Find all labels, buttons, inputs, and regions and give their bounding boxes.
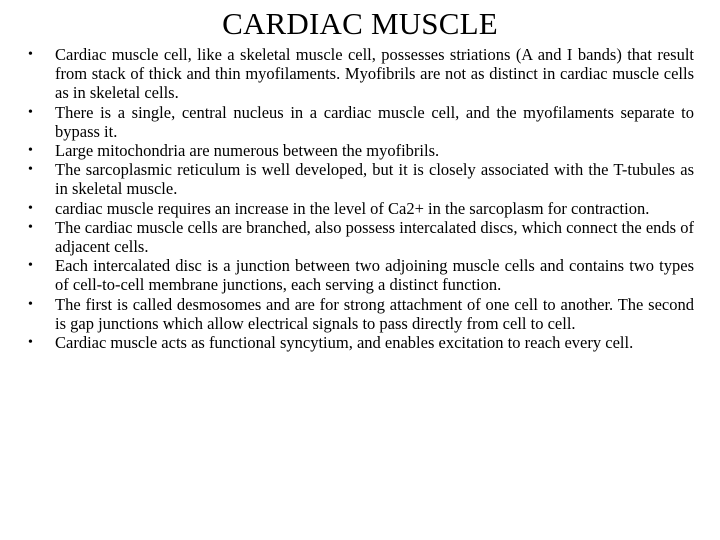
bullet-item <box>0 141 694 160</box>
bullet-list <box>0 45 720 352</box>
bullet-text: There is a single, central nucleus in a cardiac muscle cell, and the myofilaments separate to bypass it. <box>55 102 694 141</box>
bullet-text: cardiac muscle requires an increase in the level of Ca2+ in the sarcoplasm for contraction. <box>55 198 650 218</box>
bullet-dot-icon: • <box>28 258 33 274</box>
bullet-text: The sarcoplasmic reticulum is well developed, but it is closely associated with the T-tubules as in skeletal muscle. <box>55 160 694 199</box>
bullet-text: Large mitochondria are numerous between the myofibrils. <box>55 141 440 161</box>
bullet-text: Cardiac muscle acts as functional syncytium, and enables excitation to reach every cell. <box>55 333 634 353</box>
bullet-dot-icon: • <box>28 47 33 62</box>
bullet-item <box>0 295 694 333</box>
bullet-dot-icon: • <box>28 143 33 159</box>
bullet-item <box>0 103 694 141</box>
bullet-item <box>0 199 694 218</box>
bullet-text: The first is called desmosomes and are for strong attachment of one cell to another. The second is gap junctions which allow electrical signals to pass directly from cell to cell. <box>55 294 694 333</box>
bullet-text: Cardiac muscle cell, like a skeletal muscle cell, possesses striations (A and I bands) that result from stack of thick and thin myofilaments. Myofibrils are not as distinct in cardiac muscle cells as in skeletal cells. <box>55 45 694 103</box>
bullet-item <box>0 218 694 256</box>
bullet-dot-icon: • <box>28 219 33 235</box>
slide-title: CARDIAC MUSCLE <box>222 6 498 41</box>
bullet-dot-icon: • <box>28 104 33 120</box>
bullet-dot-icon: • <box>28 335 33 351</box>
bullet-dot-icon: • <box>28 296 33 312</box>
bullet-dot-icon: • <box>28 162 33 178</box>
bullet-item <box>0 256 694 294</box>
bullet-item <box>0 333 694 352</box>
bullet-text: The cardiac muscle cells are branched, also possess intercalated discs, which connect the ends of adjacent cells. <box>55 217 694 257</box>
bullet-item <box>0 45 694 103</box>
bullet-text: Each intercalated disc is a junction between two adjoining muscle cells and contains two types of cell-to-cell membrane junctions, each serving a distinct function. <box>55 256 694 295</box>
bullet-item <box>0 160 694 198</box>
bullet-dot-icon: • <box>28 200 33 216</box>
